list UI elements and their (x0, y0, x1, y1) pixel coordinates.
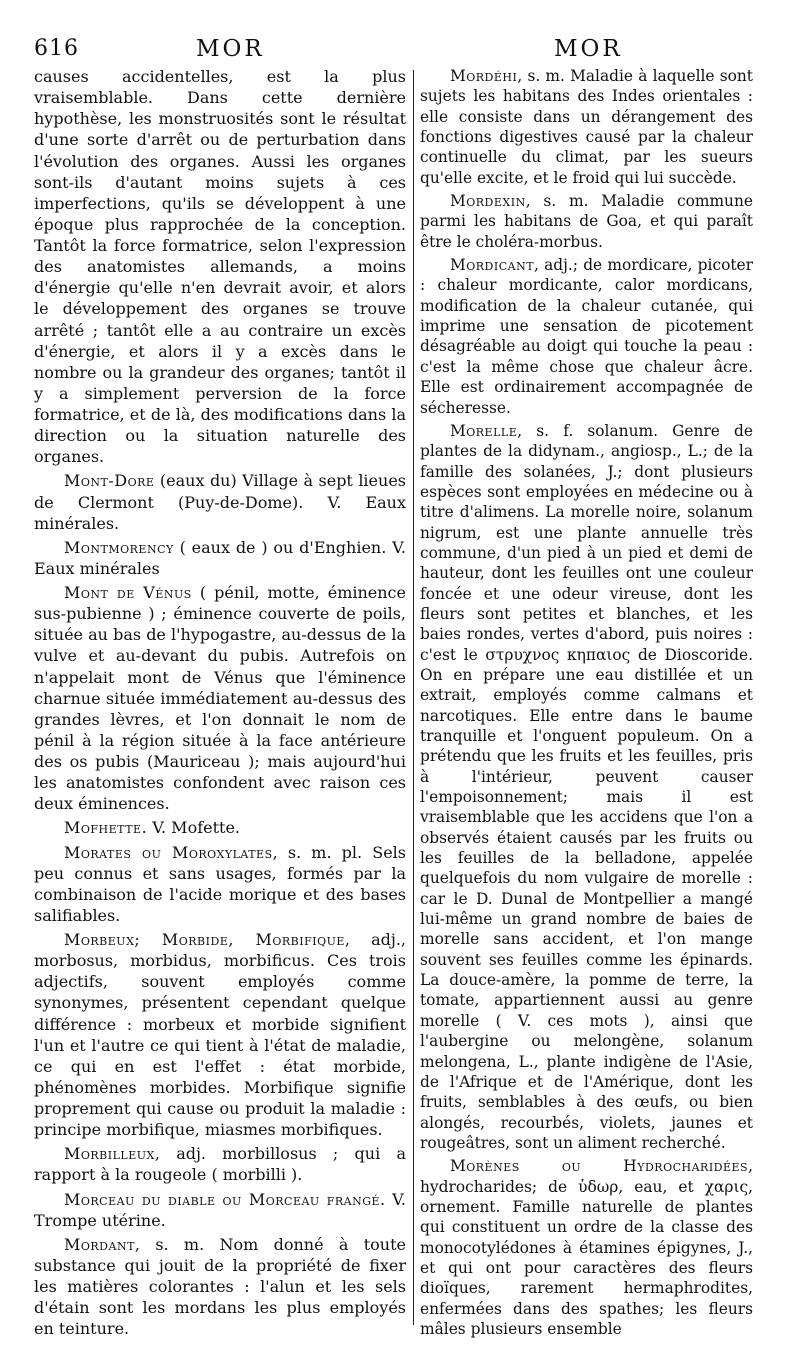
dictionary-entry (420, 191, 753, 252)
dictionary-entry (420, 255, 753, 418)
entry-headword: Morènes ou Hydrocharidées (450, 1157, 749, 1176)
page-number: 616 (34, 36, 79, 61)
dictionary-entry (34, 842, 406, 927)
entry-text: , hydrocharides; de ὑδωρ, eau, et χαρις, ornement. Famille naturelle de plantes qui constituent un ordre de la classe des monocotylédones à étamines épigynes, J., et qui ont pour caractères des fleurs dioïques, rarement hermaphrodites, enfermées dans des spathes; les fleurs mâles plusieurs ensemble (420, 1157, 753, 1338)
dictionary-entry (34, 1143, 406, 1185)
dictionary-entry (420, 421, 753, 1153)
entry-text: causes accidentelles, est la plus vraisemblable. Dans cette dernière hypothèse, les monstruosités sont le résultat d'une sorte d'arrêt ou de perturbation dans l'évolution des organes. Aussi les organes sont-ils d'autant moins sujets à ces imperfections, qu'ils se développent à une époque plus rapprochée de la conception. Tantôt la force formatrice, selon l'expression des anatomistes allemands, a moins d'énergie qu'elle n'en devrait avoir, et alors le développement des organes se trouve arrêté ; tantôt elle a au contraire un excès d'énergie, et alors il y a excès dans le nombre ou la grandeur des organes; tantôt il y a simplement perversion de la force formatrice, et de là, des modifications dans la direction ou la situation naturelle des organes. (34, 67, 406, 467)
entry-text: (eaux du) Village à sept lieues de Clermont (Puy-de-Dome). V. Eaux minérales. (34, 471, 407, 533)
entry-text: ( eaux de ) ou d'Enghien. V. Eaux minérales (34, 537, 406, 578)
entry-text: V. Mofette. (152, 818, 240, 838)
right-column (420, 66, 753, 1342)
entry-headword: Mordexin (450, 192, 526, 211)
entry-headword: Montmorency (64, 537, 174, 557)
entry-text: V. Trompe utérine. (34, 1189, 406, 1230)
entry-text: ( pénil, motte, éminence sus-pubienne ) ; éminence couverte de poils, située au bas de l'hypogastre, au-dessus de la vulve et au-devant du pubis. Autrefois on n'appelait mont de Vénus que l'éminence charnue située immédiatement au-dessus des grandes lèvres, et l'on donnait le nom de pénil à la région située à la face antérieure des os pubis (Mauriceau ); mais aujourd'hui les anatomistes confondent avec raison ces deux éminences. (34, 583, 406, 814)
entry-text: , s. m. Maladie à laquelle sont sujets les habitans des Indes orientales : elle consiste dans un dérangement des fonctions digestives causé par la chaleur continuelle du climat, par les sueurs qu'elle excite, et le froid qui lui succède. (420, 67, 753, 187)
entry-text: , s. m. Maladie commune parmi les habitans de Goa, et qui paraît être le choléra-morbus. (420, 192, 753, 251)
entry-headword: Mofhette. (64, 818, 148, 838)
entry-headword: Mont de Vénus (64, 583, 192, 602)
dictionary-entry (34, 582, 406, 814)
entry-headword: Mordicant (450, 256, 535, 275)
entry-headword: Morceau du diable ou Morceau frangé. (64, 1189, 386, 1209)
running-head-left: MOR (196, 36, 265, 62)
column-divider (413, 70, 414, 1325)
dictionary-entry (420, 66, 753, 188)
entry-headword: Morates ou Moroxylates (64, 842, 273, 862)
running-head-right: MOR (554, 36, 623, 62)
entry-headword: Mont-Dore (64, 471, 155, 491)
entry-headword: Morbilleux (64, 1144, 155, 1164)
entry-text: , s. m. Nom donné à toute substance qui jouit de la propriété de fixer les matières colorantes : l'alun et les sels d'étain sont les mordans les plus employés en teinture. (34, 1234, 406, 1339)
dictionary-entry (34, 1234, 406, 1340)
entry-text: , s. f. solanum. Genre de plantes de la didynam., angiosp., L.; de la famille des solanées, J.; dont plusieurs espèces sont employées en médecine ou à titre d'alimens. La morelle noire, solanum nigrum, est une plante annuelle très commune, d'un pied à un pied et demi de hauteur, dont les feuilles ont une couleur foncée et une odeur vireuse, dont les fleurs sont petites et blanches, et les baies rondes, vertes d'abord, puis noires : c'est le στρυχνος κηπαιος de Dioscoride. On en prépare une eau distillée et un extrait, employés comme calmans et narcotiques. Elle entre dans le baume tranquille et l'onguent populeum. On a prétendu que les fruits et les feuilles, pris à l'intérieur, peuvent causer l'empoisonnement; mais il est vraisemblable que les accidens que l'on a observés étaient causés par les fruits ou les feuilles de la belladone, appelée quelquefois du nom vulgaire de morelle : car le D. Dunal de Montpellier a mangé lui-même un grand nombre de baies de morelle sans accident, et l'on mange souvent ses feuilles comme les épinards. La douce-amère, la pomme de terre, la tomate, appartiennent aussi au genre morelle ( V. ces mots ), ainsi que l'aubergine ou melongène, solanum melongena, L., plante indigène de l'Asie, de l'Afrique et de l'Amérique, dont les fruits, semblables à des œufs, ou bien alongés, recourbés, violets, jaunes et rougeâtres, sont un aliment recherché. (420, 421, 753, 1152)
dictionary-entry (34, 537, 406, 579)
entry-headword: Mordéhi (450, 67, 518, 85)
entry-headword: Morelle (450, 421, 518, 440)
left-column (34, 66, 406, 1342)
entry-headword: Mordant (64, 1234, 135, 1254)
dictionary-entry (34, 1189, 406, 1231)
entry-text: , adj., morbosus, morbidus, morbificus. Ces trois adjectifs, souvent employés comme synonymes, présentent cependant quelque différence : morbeux et morbide signifient l'un et l'autre ce qui tient à l'état de maladie, ce qui en est l'effet : état morbide, phénomènes morbides. Morbifique signifie proprement qui cause ou produit la maladie : principe morbifique, miasmes morbifiques. (34, 930, 406, 1140)
dictionary-entry (34, 817, 406, 838)
page-header (34, 30, 774, 70)
dictionary-entry (420, 1156, 753, 1339)
dictionary-entry (34, 929, 406, 1140)
entry-headword: Morbeux; Morbide, Morbifique (64, 930, 345, 949)
entry-text: , adj.; de mordicare, picoter : chaleur mordicante, calor mordicans, modification de la chaleur cutanée, qui imprime une sensation de picotement désagréable au doigt qui touche la peau : c'est la même chose que chaleur âcre. Elle est ordinairement accompagnée de sécheresse. (420, 256, 753, 417)
entry-text: , s. m. pl. Sels peu connus et sans usages, formés par la combinaison de l'acide morique et des bases salifiables. (34, 842, 407, 925)
dictionary-entry (34, 66, 406, 467)
entry-text: , adj. morbillosus ; qui a rapport à la rougeole ( morbilli ). (34, 1144, 406, 1185)
dictionary-entry (34, 470, 406, 533)
